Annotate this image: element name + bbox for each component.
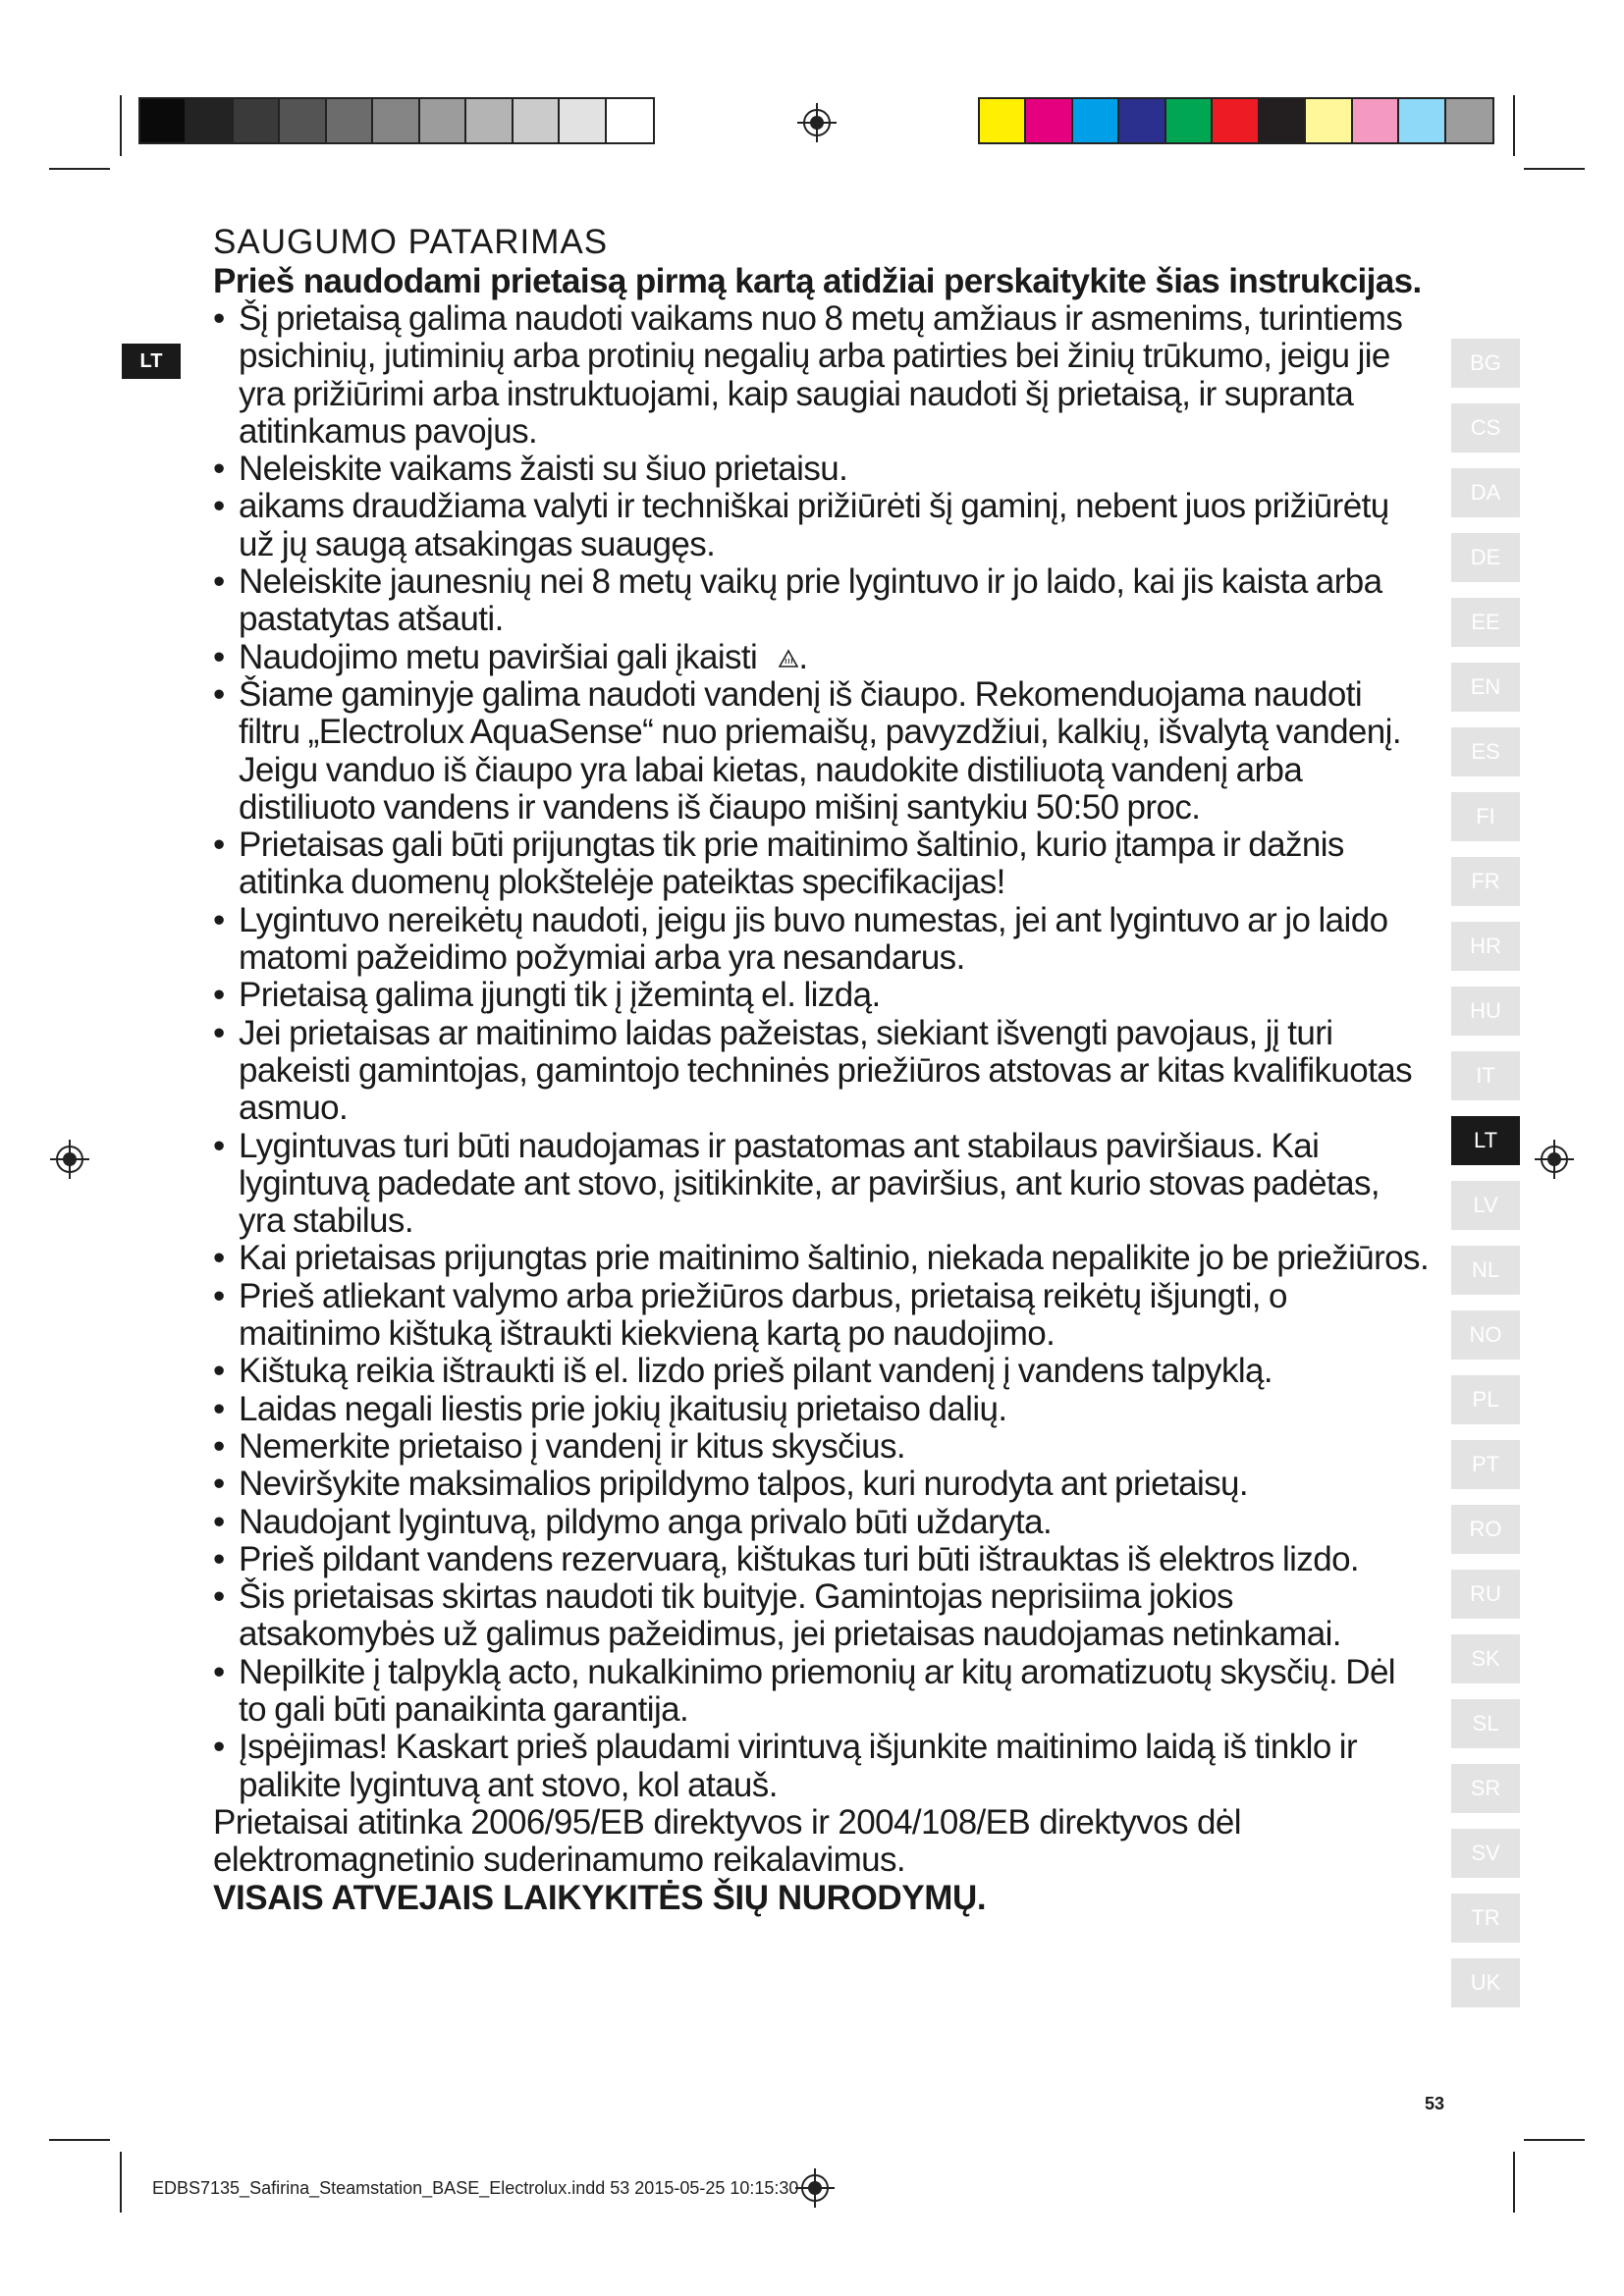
color-swatch xyxy=(1166,99,1213,142)
crop-mark xyxy=(49,2139,110,2141)
list-item: • Prietaisas gali būti prijungtas tik prie maitinimo šaltinio, kurio įtampa ir dažnis atitinka duomenų plokštelėje pateiktas specifikacijas! xyxy=(213,827,1431,902)
compliance-statement: Prietaisai atitinka 2006/95/EB direktyvos ir 2004/108/EB direktyvos dėl elektromagnetinio suderinamumo reikalavimus. xyxy=(213,1802,1241,1879)
grayscale-color-bar xyxy=(138,97,655,144)
safety-bullet-list xyxy=(213,300,1431,1804)
language-tab-hu: HU xyxy=(1451,987,1520,1036)
print-slug: EDBS7135_Safirina_Steamstation_BASE_Electrolux.indd 53 2015-05-25 10:15:30 xyxy=(152,2178,799,2198)
language-tab-bg: BG xyxy=(1451,339,1520,388)
crop-mark xyxy=(120,95,122,156)
language-side-tag: LT xyxy=(122,344,181,379)
list-item: • Šį prietaisą galima naudoti vaikams nuo 8 metų amžiaus ir asmenims, turintiems psichinių, jutiminių arba protinių negalių arba patirties bei žinių trūkumo, jeigu jie yra prižiūrimi arba instruktuojami, kaip saugiai naudoti šį prietaisą, ir supranta atitinkamus pavojus. xyxy=(213,300,1431,451)
language-tab-sk: SK xyxy=(1451,1634,1520,1683)
list-item: • Prieš atliekant valymo arba priežiūros darbus, prietaisą reikėtų išjungti, o maitinimo kištuką ištraukti kiekvieną kartą po naudojimo. xyxy=(213,1278,1431,1354)
language-tab-list xyxy=(1451,339,1520,2023)
language-tab-sr: SR xyxy=(1451,1764,1520,1813)
color-swatch xyxy=(1306,99,1352,142)
color-swatch xyxy=(1119,99,1165,142)
list-item: • Kai prietaisas prijungtas prie maitinimo šaltinio, niekada nepalikite jo be priežiūros. xyxy=(213,1240,1431,1277)
crop-mark xyxy=(1524,2139,1585,2141)
language-tab-it: IT xyxy=(1451,1051,1520,1100)
section-heading: SAUGUMO PATARIMAS xyxy=(213,223,609,261)
list-item: • Jei prietaisas ar maitinimo laidas pažeistas, siekiant išvengti pavojaus, jį turi pakeisti gamintojas, gamintojo techninės priežiūros atstovas ar kitas kvalifikuotas asmuo. xyxy=(213,1015,1431,1128)
language-tab-ru: RU xyxy=(1451,1570,1520,1619)
color-swatch xyxy=(466,99,513,142)
list-item: • Įspėjimas! Kaskart prieš plaudami virintuvą išjunkite maitinimo laidą iš tinklo ir palikite lygintuvą ant stovo, kol atauš. xyxy=(213,1729,1431,1804)
process-color-bar xyxy=(978,97,1494,144)
registration-mark-icon xyxy=(797,103,837,142)
language-tab-no: NO xyxy=(1451,1310,1520,1360)
crop-mark xyxy=(49,168,110,170)
list-item: • Naudojant lygintuvą, pildymo anga privalo būti uždaryta. xyxy=(213,1504,1431,1541)
crop-mark xyxy=(1513,2152,1515,2213)
list-item: • Kištuką reikia ištraukti iš el. lizdo prieš pilant vandenį į vandens talpyklą. xyxy=(213,1353,1431,1390)
color-swatch xyxy=(607,99,653,142)
language-tab-lv: LV xyxy=(1451,1181,1520,1230)
crop-mark xyxy=(1524,168,1585,170)
page-number: 53 xyxy=(1425,2094,1445,2113)
color-swatch xyxy=(280,99,326,142)
list-item-text: Naudojimo metu paviršiai gali įkaisti xyxy=(239,637,758,676)
language-tab-da: DA xyxy=(1451,468,1520,517)
color-swatch xyxy=(1073,99,1119,142)
color-swatch xyxy=(1026,99,1072,142)
intro-text: Prieš naudodami prietaisą pirmą kartą atidžiai perskaitykite šias instrukcijas. xyxy=(213,262,1422,300)
list-item-suffix: . xyxy=(798,637,808,676)
list-item: • Neviršykite maksimalios pripildymo talpos, kuri nurodyta ant prietaisų. xyxy=(213,1466,1431,1503)
color-swatch xyxy=(560,99,606,142)
list-item: • Neleiskite vaikams žaisti su šiuo prietaisu. xyxy=(213,451,1431,488)
color-swatch xyxy=(373,99,419,142)
language-tab-en: EN xyxy=(1451,663,1520,712)
language-tab-sv: SV xyxy=(1451,1829,1520,1878)
registration-mark-icon xyxy=(1535,1140,1574,1179)
crop-mark xyxy=(1513,95,1515,156)
color-swatch xyxy=(980,99,1026,142)
language-tab-es: ES xyxy=(1451,727,1520,776)
hot-surface-warning-icon xyxy=(779,649,798,668)
language-tab-cs: CS xyxy=(1451,403,1520,453)
language-tab-nl: NL xyxy=(1451,1246,1520,1295)
list-item: • Prietaisą galima įjungti tik į įžemintą el. lizdą. xyxy=(213,977,1431,1014)
color-swatch xyxy=(187,99,233,142)
list-item: • Lygintuvas turi būti naudojamas ir pastatomas ant stabilaus paviršiaus. Kai lygintuvą padedate ant stovo, įsitikinkite, ar paviršius, ant kurio stovas padėtas, yra stabilus. xyxy=(213,1128,1431,1241)
color-swatch xyxy=(1213,99,1259,142)
language-tab-de: DE xyxy=(1451,533,1520,582)
language-tab-pt: PT xyxy=(1451,1440,1520,1489)
registration-mark-icon xyxy=(50,1140,89,1179)
list-item: • aikams draudžiama valyti ir techniškai prižiūrėti šį gaminį, nebent juos prižiūrėtų už jų saugą atsakingas suaugęs. xyxy=(213,488,1431,563)
language-tab-fr: FR xyxy=(1451,857,1520,906)
language-tab-ee: EE xyxy=(1451,598,1520,647)
language-tab-hr: HR xyxy=(1451,922,1520,971)
list-item: • Laidas negali liestis prie jokių įkaitusių prietaiso dalių. xyxy=(213,1391,1431,1428)
list-item: • Lygintuvo nereikėtų naudoti, jeigu jis buvo numestas, jei ant lygintuvo ar jo laido matomi pažeidimo požymiai arba yra nesandarus. xyxy=(213,902,1431,978)
crop-mark xyxy=(120,2152,122,2213)
language-tab-uk: UK xyxy=(1451,1958,1520,2007)
color-swatch xyxy=(514,99,560,142)
color-swatch xyxy=(420,99,466,142)
color-swatch xyxy=(327,99,373,142)
list-item: • Šiame gaminyje galima naudoti vandenį iš čiaupo. Rekomenduojama naudoti filtru „Electrolux AquaSense“ nuo priemaišų, pavyzdžiui, kalkių, išvalytą vandenį. Jeigu vanduo iš čiaupo yra labai kietas, naudokite distiliuotą vandenį arba distiliuoto vandens ir vandens iš čiaupo mišinį santykiu 50:50 proc. xyxy=(213,676,1431,827)
list-item: • Šis prietaisas skirtas naudoti tik buityje. Gamintojas neprisiima jokios atsakomybės už galimus pažeidimus, jei prietaisas naudojamas netinkamai. xyxy=(213,1578,1431,1654)
list-item: • Prieš pildant vandens rezervuarą, kištukas turi būti ištrauktas iš elektros lizdo. xyxy=(213,1541,1431,1578)
color-swatch xyxy=(234,99,280,142)
color-swatch xyxy=(1353,99,1399,142)
list-item: • Neleiskite jaunesnių nei 8 metų vaikų prie lygintuvo ir jo laido, kai jis kaista arba pastatytas atšauti. xyxy=(213,563,1431,639)
list-item: • Nemerkite prietaiso į vandenį ir kitus skysčius. xyxy=(213,1428,1431,1466)
safety-instructions xyxy=(213,222,1431,1918)
color-swatch xyxy=(140,99,187,142)
language-tab-lt: LT xyxy=(1451,1116,1520,1165)
final-notice: VISAIS ATVEJAIS LAIKYKITĖS ŠIŲ NURODYMŲ. xyxy=(213,1878,987,1917)
language-tab-ro: RO xyxy=(1451,1505,1520,1554)
list-item xyxy=(213,639,1431,676)
language-tab-sl: SL xyxy=(1451,1699,1520,1748)
language-tab-pl: PL xyxy=(1451,1375,1520,1424)
list-item: • Nepilkite į talpyklą acto, nukalkinimo priemonių ar kitų aromatizuotų skysčių. Dėl to gali būti panaikinta garantija. xyxy=(213,1654,1431,1730)
registration-mark-icon xyxy=(795,2168,835,2208)
color-swatch xyxy=(1446,99,1492,142)
language-tab-fi: FI xyxy=(1451,792,1520,841)
color-swatch xyxy=(1399,99,1445,142)
color-swatch xyxy=(1260,99,1306,142)
language-tab-tr: TR xyxy=(1451,1894,1520,1943)
